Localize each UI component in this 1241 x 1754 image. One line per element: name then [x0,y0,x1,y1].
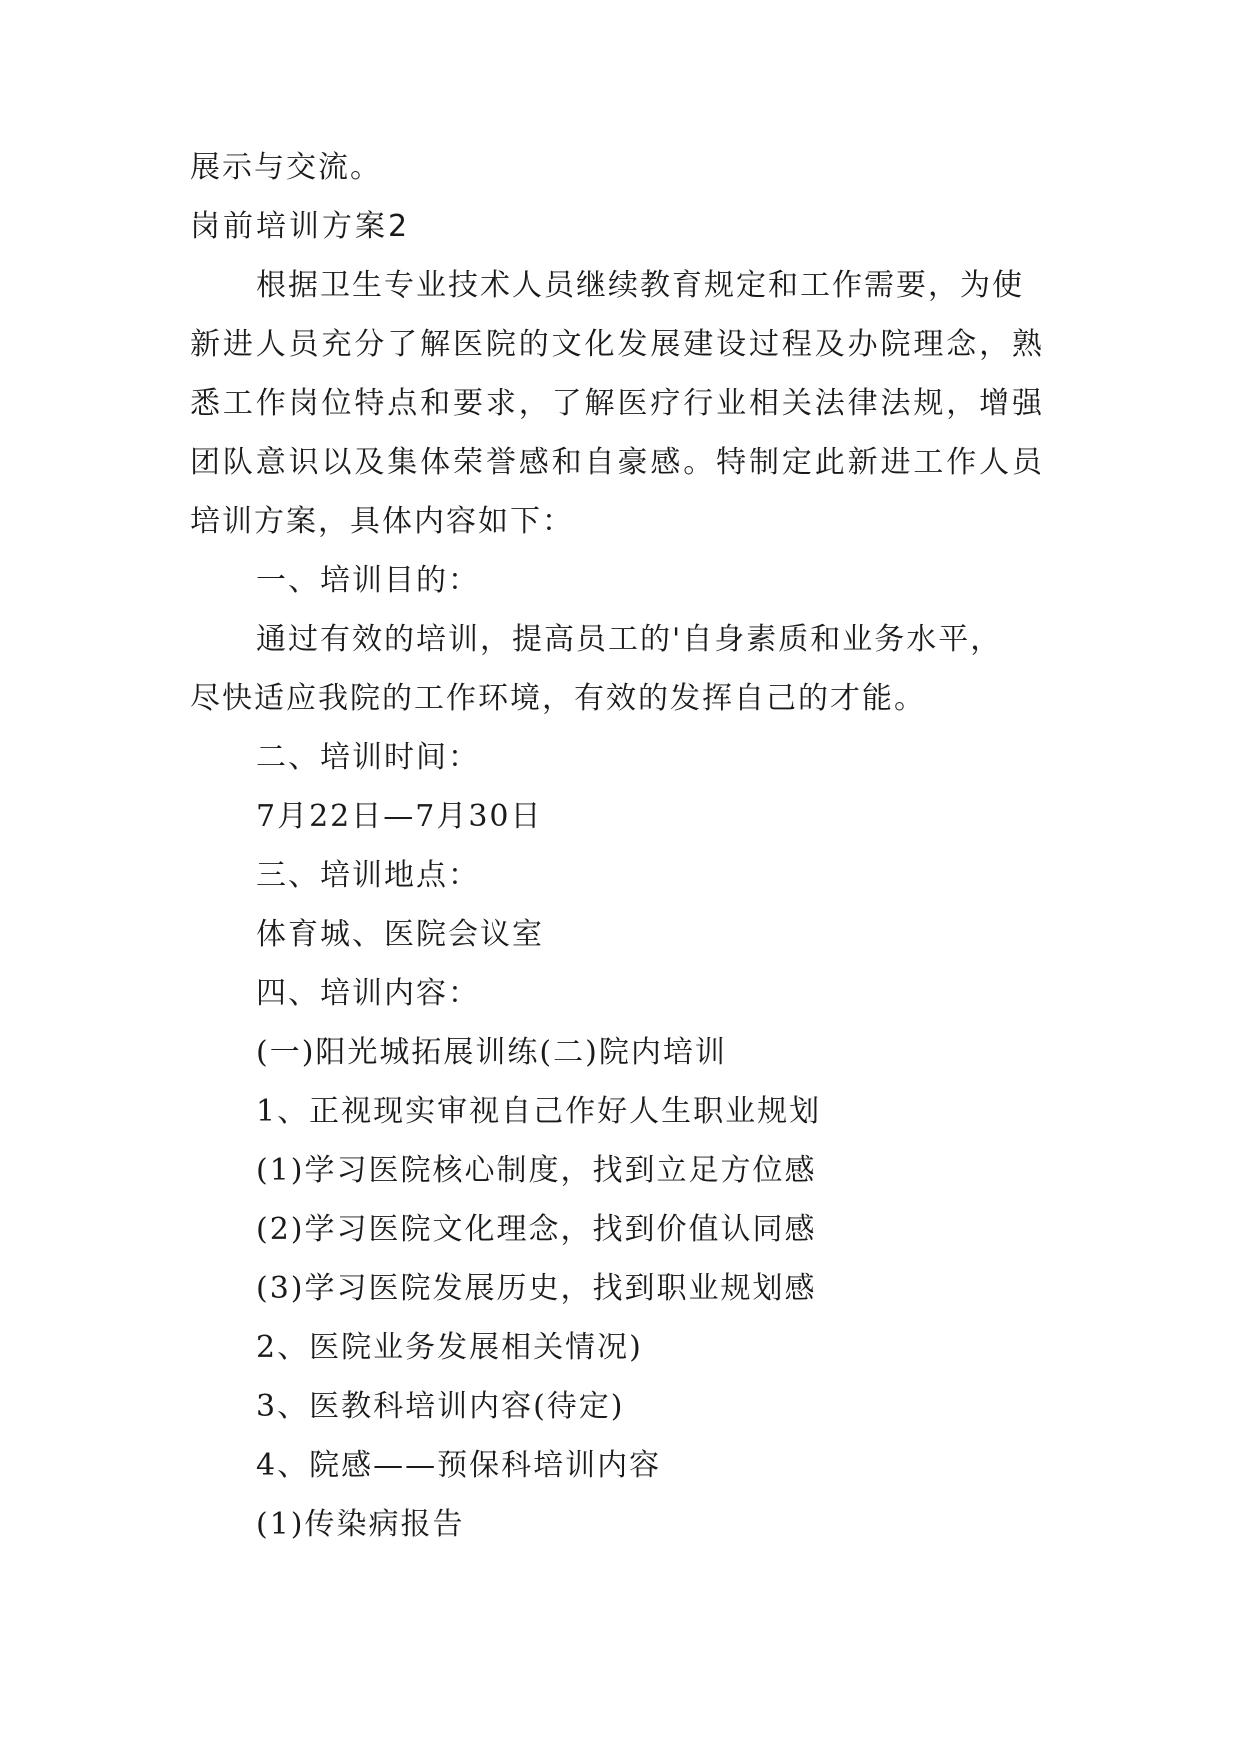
list-item: (2)学习医院文化理念，找到价值认同感 [256,1212,817,1247]
list-item: (1)传染病报告 [256,1507,465,1542]
paragraph-line: 培训方案，具体内容如下： [190,504,574,539]
date-range: 7月22日—7月30日 [256,799,543,834]
list-item: 3、医教科培训内容(待定) [256,1389,625,1424]
list-item: 1、正视现实审视自己作好人生职业规划 [256,1094,822,1129]
list-item: 4、院感——预保科培训内容 [256,1448,662,1483]
paragraph-line: 尽快适应我院的工作环境，有效的发挥自己的才能。 [190,681,926,716]
subheading: 一、培训目的： [256,563,480,598]
location-text: 体育城、医院会议室 [256,917,544,952]
body-line: 展示与交流。 [190,150,382,185]
paragraph-line: 根据卫生专业技术人员继续教育规定和工作需要，为使 [256,268,1024,303]
paragraph-line: 悉工作岗位特点和要求，了解医疗行业相关法律法规，增强 [190,386,1042,421]
subheading: 三、培训地点： [256,858,480,893]
list-item: (3)学习医院发展历史，找到职业规划感 [256,1271,817,1306]
paragraph-line: 团队意识以及集体荣誉感和自豪感。特制定此新进工作人员 [190,445,1042,480]
subheading: 二、培训时间： [256,740,480,775]
list-item: 2、医院业务发展相关情况) [256,1330,643,1365]
list-item: (1)学习医院核心制度，找到立足方位感 [256,1153,817,1188]
section-title: 岗前培训方案2 [190,209,411,244]
subheading: 四、培训内容： [256,976,480,1011]
list-item: (一)阳光城拓展训练(二)院内培训 [256,1035,727,1070]
paragraph-line: 通过有效的培训，提高员工的'自身素质和业务水平， [256,622,1003,657]
paragraph-line: 新进人员充分了解医院的文化发展建设过程及办院理念，熟 [190,327,1042,362]
